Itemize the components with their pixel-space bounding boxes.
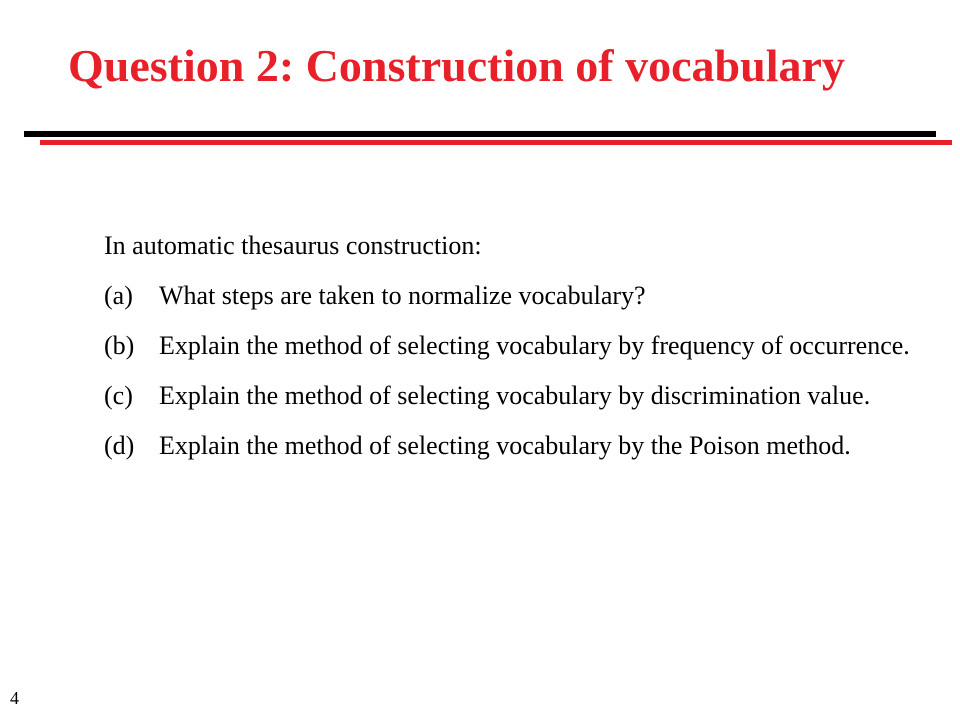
question-item-a xyxy=(104,278,924,314)
question-item-c xyxy=(104,378,924,414)
question-item-b xyxy=(104,328,924,364)
page-number: 4 xyxy=(10,688,19,708)
intro-text: In automatic thesaurus construction: xyxy=(104,231,482,260)
question-text: Explain the method of selecting vocabulary by discrimination value. xyxy=(159,381,871,410)
question-item-d xyxy=(104,428,924,464)
question-label: (a) xyxy=(104,281,133,310)
question-content xyxy=(104,228,924,478)
title-divider-black xyxy=(24,131,936,137)
question-label: (c) xyxy=(104,381,133,410)
title-divider-red xyxy=(40,140,952,145)
question-text: What steps are taken to normalize vocabulary? xyxy=(159,281,646,310)
slide-title: Question 2: Construction of vocabulary xyxy=(68,40,845,91)
question-text: Explain the method of selecting vocabulary by frequency of occurrence. xyxy=(159,331,910,360)
question-label: (d) xyxy=(104,431,135,460)
question-label: (b) xyxy=(104,331,135,360)
question-text: Explain the method of selecting vocabulary by the Poison method. xyxy=(159,431,851,460)
